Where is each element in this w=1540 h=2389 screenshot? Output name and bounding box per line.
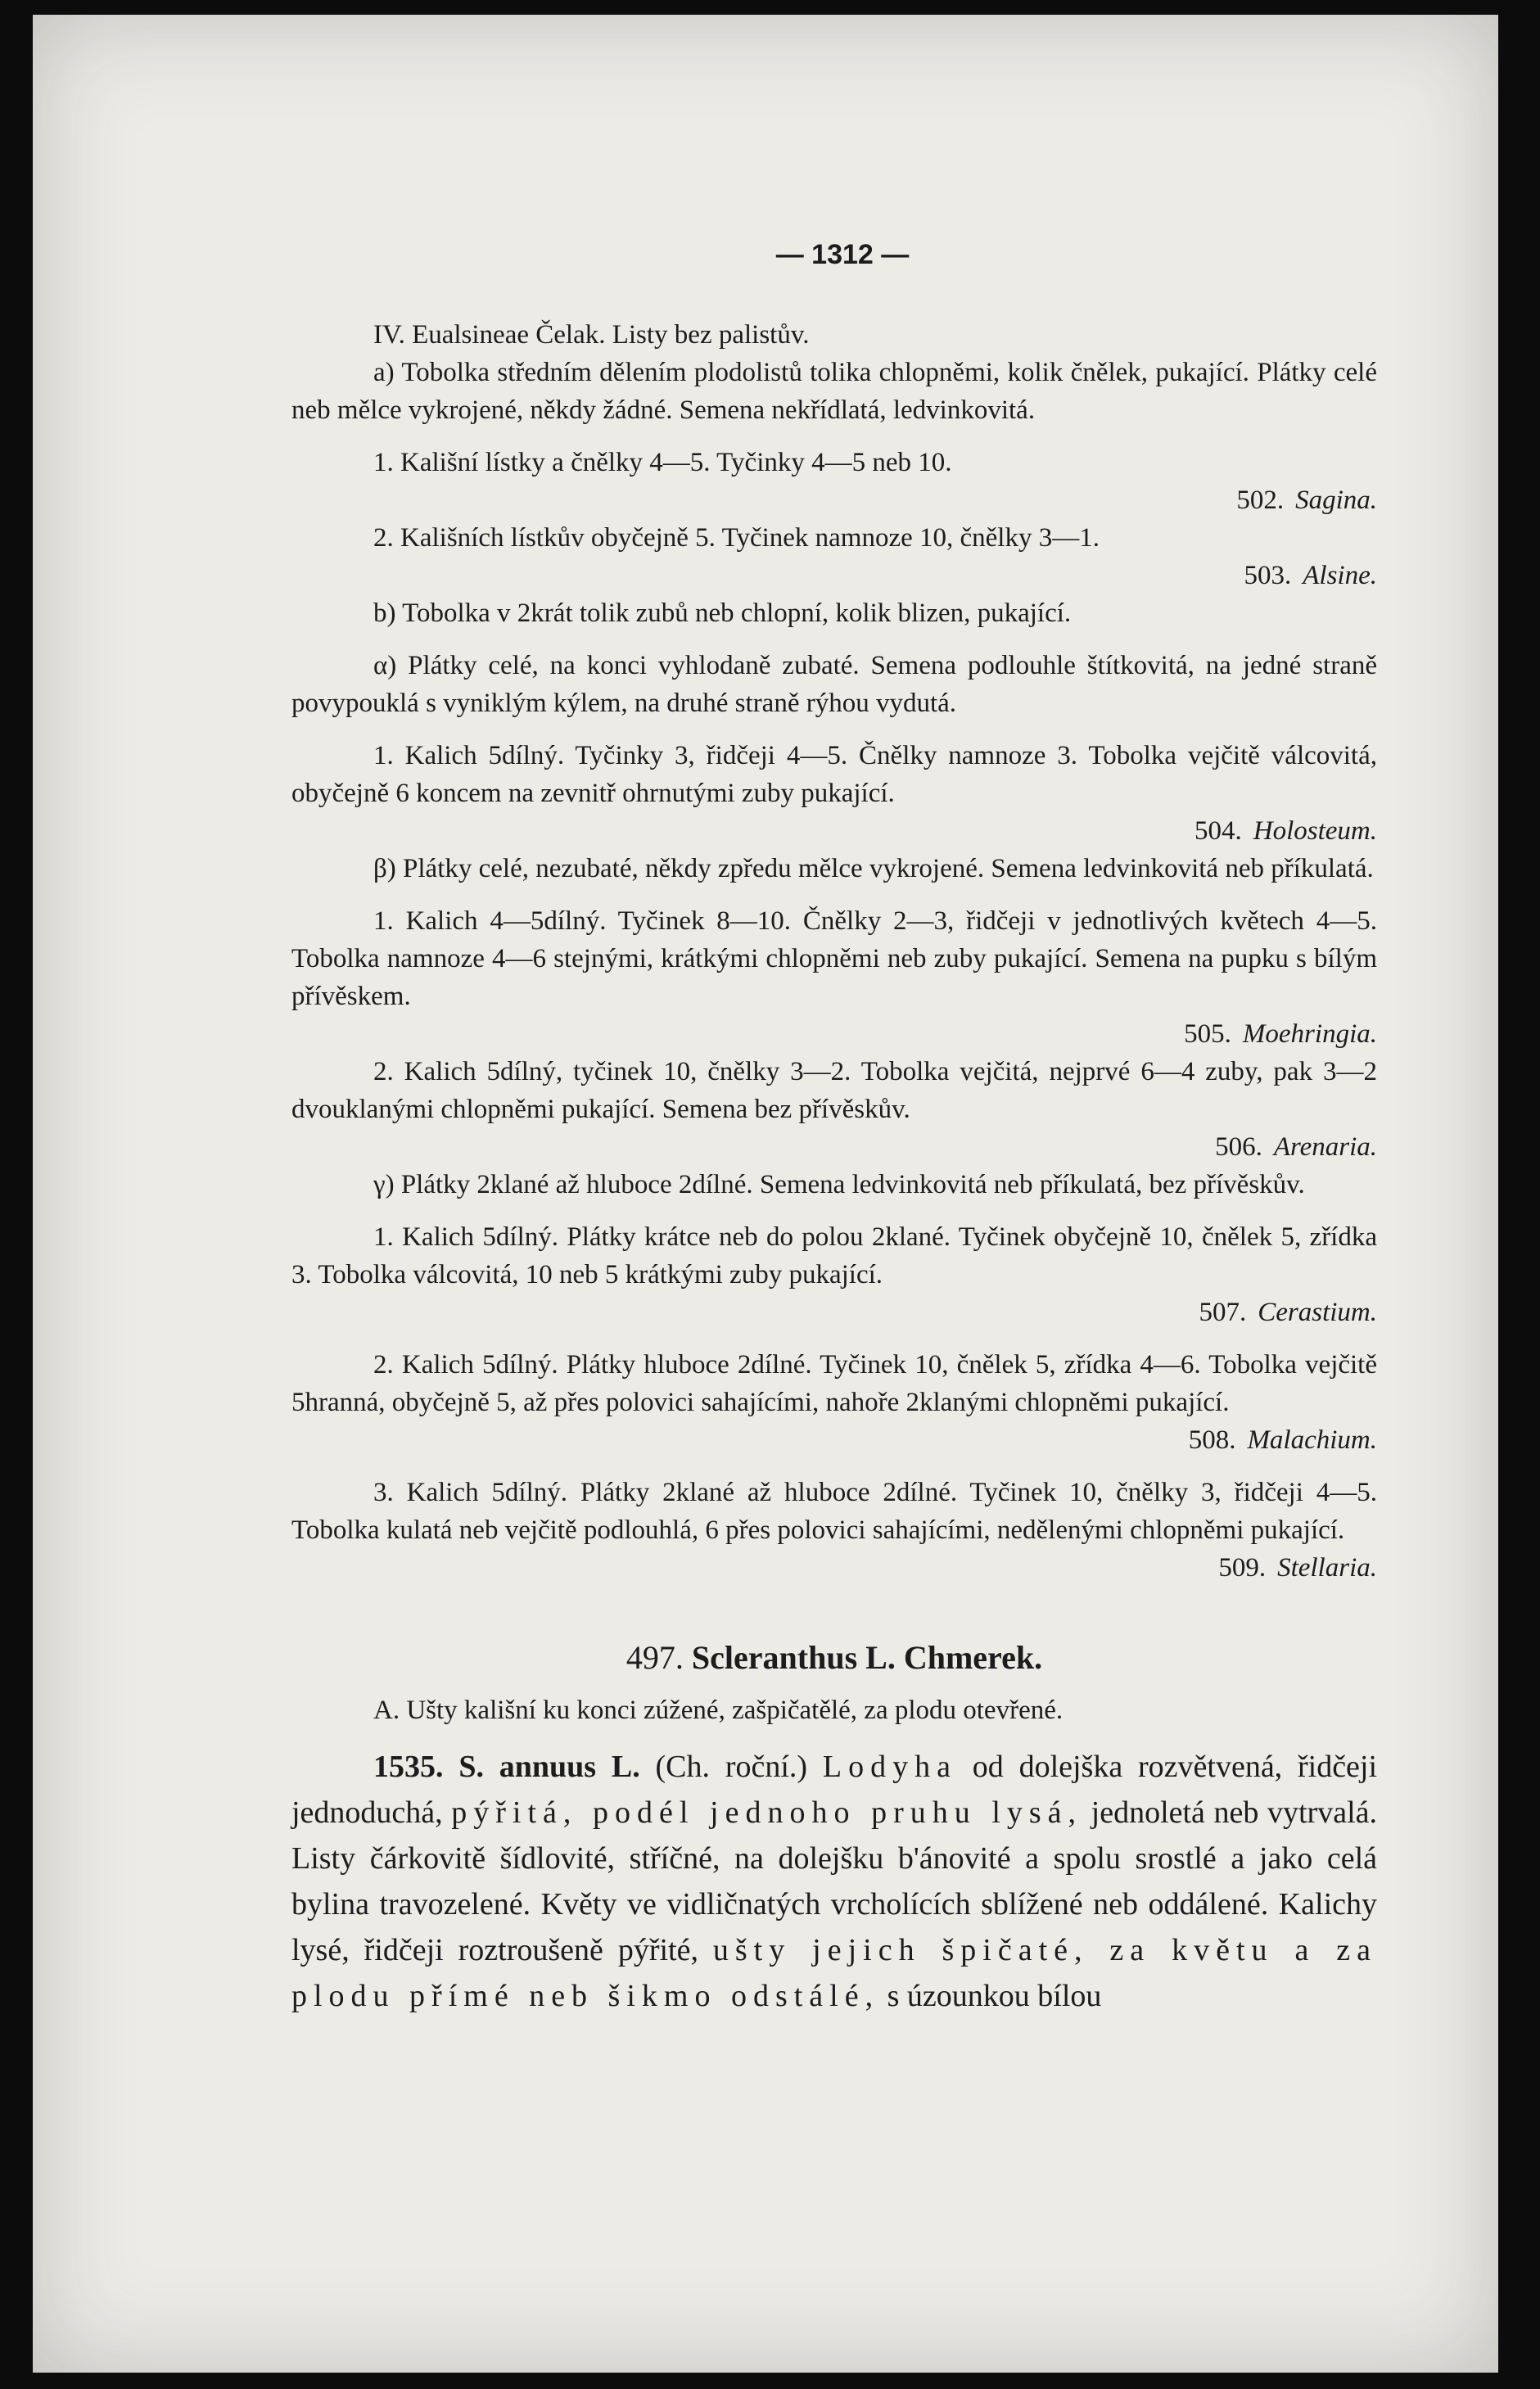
key-beta-1: 1. Kalich 4—5dílný. Tyčinek 8—10. Čnělky 2—3, řidčeji v jednotlivých květech 4—5. Tobolka namnoze 4—6 stejnými, krátkými chlopněmi neb zuby pukající. Semena na pupku s bílým přívěskem.: [291, 906, 1377, 1011]
species-number: 1535.: [373, 1750, 444, 1784]
genus-name: Arenaria.: [1273, 1132, 1377, 1162]
genus-ref-505: [291, 1015, 1377, 1053]
genus-number: 506.: [1215, 1132, 1262, 1162]
species-text-stem: Lodyha: [822, 1750, 957, 1784]
key-gamma-1: 1. Kalich 5dílný. Plátky krátce neb do polou 2klané. Tyčinek obyčejně 10, čnělek 5, zřídka 3. Tobolka válcovitá, 10 neb 5 krátkými zuby pukající.: [291, 1222, 1377, 1289]
genus-heading-title: Scleranthus L. Chmerek.: [691, 1639, 1043, 1676]
genus-name: Sagina.: [1295, 485, 1377, 515]
species-text-spaced: pýřitá, podél jednoho pruhu lysá,: [451, 1795, 1083, 1830]
genus-number: 503.: [1244, 561, 1292, 590]
genus-number: 507.: [1199, 1298, 1247, 1327]
genus-number: 504.: [1195, 816, 1242, 846]
species-text: s úzounkou bílou: [879, 1979, 1102, 2013]
genus-heading-number: 497.: [625, 1639, 684, 1676]
genus-ref-506: [291, 1128, 1377, 1166]
page-content: [291, 236, 1377, 2019]
genus-ref-509: [291, 1549, 1377, 1587]
genus-ref-504: [291, 812, 1377, 850]
key-a: a) Tobolka středním dělením plodolistů tolika chlopněmi, kolik čnělek, pukající. Plátky celé neb mělce vykrojené, někdy žádné. Semena nekřídlatá, ledvinkovitá.: [291, 358, 1377, 425]
genus-number: 502.: [1236, 485, 1285, 515]
species-entry: [291, 1744, 1377, 2019]
key-gamma-3: 3. Kalich 5dílný. Plátky 2klané až hluboce 2dílné. Tyčinek 10, čnělky 3, řidčeji 4—5. Tobolka kulatá neb vejčitě podlouhlá, 6 přes polovici sahajícími, nedělenými chlopněmi pukající.: [291, 1478, 1377, 1545]
species-text: jednoletá neb vytrvalá. Listy čárkovitě šídlovité, stříčné, na dolejšku b'ánovité a spolu srostlé a jako celá bylina travozelené. Květy ve vidličnatých vrcholících sblížené neb oddálené. Kalichy lysé, řidčeji roztroušeně pýřité,: [291, 1795, 1378, 1967]
species-text: od dolejška rozvětvená, řidčeji jednoduchá,: [291, 1750, 1378, 1830]
genus-heading: [291, 1639, 1377, 1677]
page-number: — 1312 —: [775, 239, 910, 270]
key-b: b) Tobolka v 2krát tolik zubů neb chlopní, kolik blizen, pukající.: [373, 598, 1072, 628]
key-beta: β) Plátky celé, nezubaté, někdy zpředu mělce vykrojené. Semena ledvinkovitá neb příkulatá.: [373, 854, 1374, 883]
genus-name: Holosteum.: [1253, 816, 1377, 846]
species-common-name: (Ch. roční.): [655, 1750, 808, 1784]
book-page: [33, 15, 1498, 2373]
genus-ref-503: [291, 557, 1377, 594]
genus-name: Alsine.: [1303, 561, 1377, 590]
genus-name: Malachium.: [1247, 1425, 1377, 1455]
key-beta-2: 2. Kalich 5dílný, tyčinek 10, čnělky 3—2. Tobolka vejčitá, nejprvé 6—4 zuby, pak 3—2 dvouklanými chlopněmi pukající. Semena bez přívěskův.: [291, 1057, 1377, 1124]
genus-ref-507: [291, 1294, 1377, 1331]
species-name: S. annuus L.: [458, 1750, 640, 1784]
key-alpha-1: 1. Kalich 5dílný. Tyčinky 3, řidčeji 4—5. Čnělky namnoze 3. Tobolka vejčitě válcovitá, obyčejně 6 koncem na zevnitř ohrnutými zuby pukající.: [291, 741, 1377, 808]
key-a1: 1. Kališní lístky a čnělky 4—5. Tyčinky 4—5 neb 10.: [373, 448, 952, 477]
key-alpha: α) Plátky celé, na konci vyhlodaně zubaté. Semena podlouhle štítkovitá, na jedné straně povypouklá s vyniklým kýlem, na druhé straně rýhou vydutá.: [291, 651, 1377, 718]
genus-number: 505.: [1184, 1019, 1231, 1049]
key-a2: 2. Kališních lístkův obyčejně 5. Tyčinek namnoze 10, čnělky 3—1.: [373, 523, 1100, 553]
genus-number: 508.: [1188, 1425, 1236, 1455]
subsection-a: A. Ušty kališní ku konci zúžené, zašpičatělé, za plodu otevřené.: [373, 1696, 1064, 1725]
genus-name: Moehringia.: [1242, 1019, 1377, 1049]
genus-name: Stellaria.: [1277, 1553, 1377, 1583]
species-text-spaced: ušty jejich špičaté, za květu a za plodu přímé neb šikmo odstálé,: [291, 1933, 1377, 2013]
key-gamma: γ) Plátky 2klané až hluboce 2dílné. Semena ledvinkovitá neb příkulatá, bez přívěskův.: [373, 1170, 1305, 1199]
tribe-heading: IV. Eualsineae Čelak. Listy bez palistův.: [373, 320, 810, 350]
genus-ref-508: [291, 1421, 1377, 1459]
genus-name: Cerastium.: [1258, 1298, 1377, 1327]
genus-number: 509.: [1218, 1553, 1267, 1583]
genus-ref-502: [291, 481, 1377, 519]
key-gamma-2: 2. Kalich 5dílný. Plátky hluboce 2dílné. Tyčinek 10, čnělek 5, zřídka 4—6. Tobolka vejčitě 5hranná, obyčejně 5, až přes polovici sahajícími, nahoře 2klanými chlopněmi pukající.: [291, 1350, 1377, 1417]
